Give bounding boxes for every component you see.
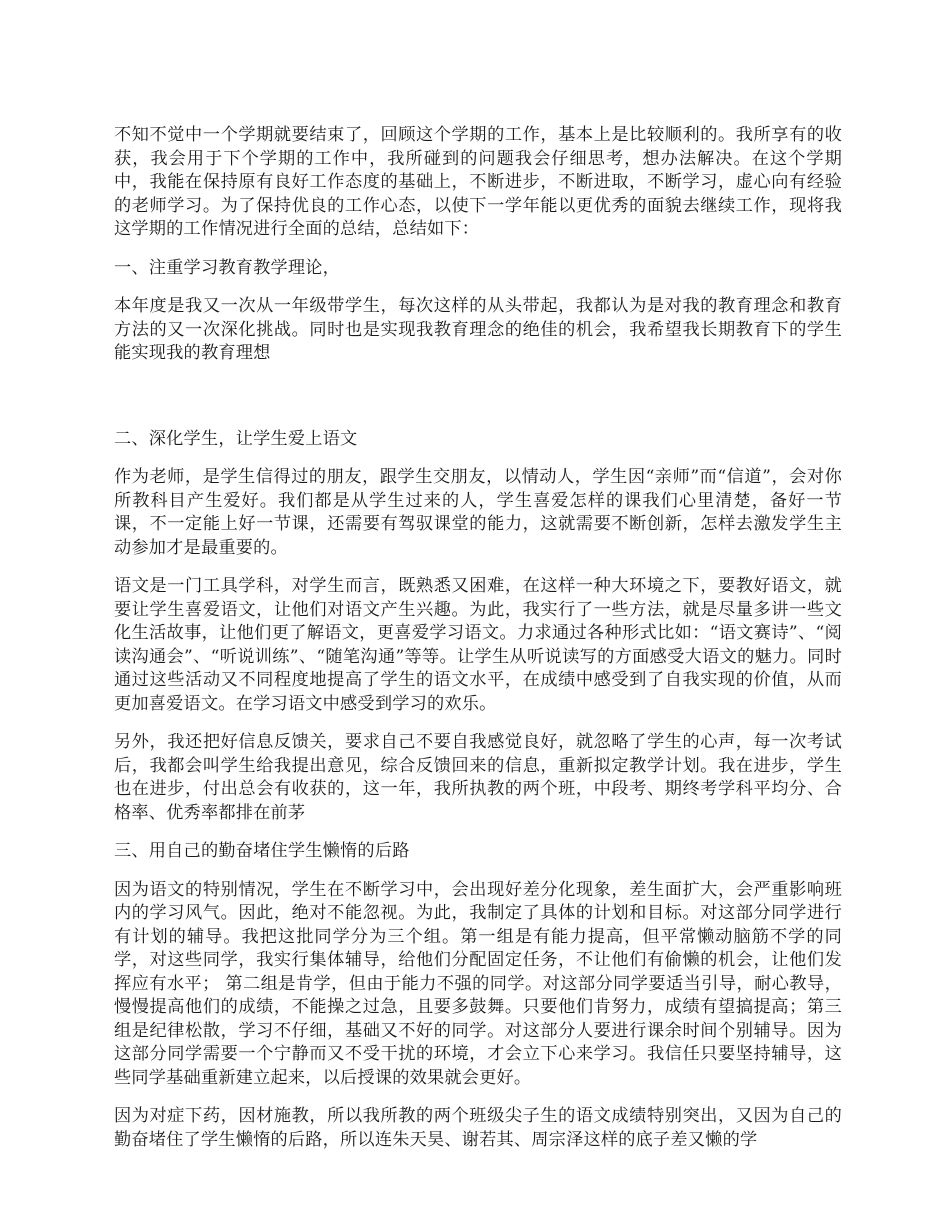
spacer: [114, 1090, 842, 1105]
section-3-heading: 三、用自己的勤奋堵住学生懒惰的后路: [114, 841, 410, 861]
section-1-paragraph: 本年度是我又一次从一年级带学生，每次这样的从头带起，我都认为是对我的教育理念和教育方法的又一次深化挑战。同时也是实现我教育理念的绝佳的机会，我希望我长期教育下的学生能实现我的教育理想: [114, 296, 842, 363]
section-1-heading: 一、注重学习教育教学理论，: [114, 257, 341, 278]
section-3-paragraph-1: 因为语文的特别情况，学生在不断学习中，会出现好差分化现象，差生面扩大，会严重影响班内的学习风气。因此，绝对不能忽视。为此，我制定了具体的计划和目标。对这部分同学进行有计划的辅导。我把这批同学分为三个组。第一组是有能力提高，但平常懒动脑筋不学的同学，对这些同学，我实行集体辅导，给他们分配固定任务，不让他们有偷懒的机会，让他们发挥应有水平； 第二组是肯学，但由于能力不强的同学。对这部分同学要适当引导，耐心教导，慢慢提高他们的成绩，不能操之过急，且要多鼓舞。只要他们肯努力，成绩有望搞提高；第三组是纪律松散，学习不仔细，基础又不好的同学。对这部分人要进行课余时间个别辅导。因为这部分同学需要一个宁静而又不受干扰的环境，才会立下心来学习。我信任只要坚持辅导，这些同学基础重新建立起来，以后授课的效果就会更好。: [114, 879, 842, 1088]
spacer: [114, 366, 842, 428]
spacer: [114, 280, 842, 295]
spacer: [114, 825, 842, 840]
section-2-paragraph-1: 作为老师，是学生信得过的朋友，跟学生交朋友，以情动人，学生因“亲师”而“信道”，会对你所教科目产生爱好。我们都是从学生过来的人，学生喜爱怎样的课我们心里清楚，备好一节课，不一定能上好一节课，还需要有驾驭课堂的能力，这就需要不断创新，怎样去激发学生主动参加才是最重要的。: [114, 467, 842, 558]
spacer: [114, 716, 842, 731]
intro-paragraph: 不知不觉中一个学期就要结束了，回顾这个学期的工作，基本上是比较顺利的。我所享有的收获，我会用于下个学期的工作中，我所碰到的问题我会仔细思考，想办法解决。在这个学期中，我能在保持原有良好工作态度的基础上，不断进步，不断进取，不断学习，虚心向有经验的老师学习。为了保持优良的工作心态，以使下一学年能以更优秀的面貌去继续工作，现将我这学期的工作情况进行全面的总结，总结如下：: [114, 125, 842, 239]
section-2-paragraph-3: 另外，我还把好信息反馈关，要求自己不要自我感觉良好，就忽略了学生的心声，每一次考试后，我都会叫学生给我提出意见，综合反馈回来的信息，重新拟定教学计划。我在进步，学生也在进步，付出总会有收获的，这一年，我所执教的两个班，中段考、期终考学科平均分、合格率、优秀率都排在前茅: [114, 732, 842, 823]
spacer: [114, 864, 842, 879]
section-3-paragraph-2: 因为对症下药，因材施教，所以我所教的两个班级尖子生的语文成绩特别突出，又因为自己的勤奋堵住了学生懒惰的后路，所以连朱天昊、谢若其、周宗泽这样的底子差又懒的学: [114, 1106, 842, 1150]
spacer: [114, 451, 842, 466]
spacer: [114, 242, 842, 257]
section-2-heading: 二、深化学生，让学生爱上语文: [114, 428, 358, 449]
document-page: [114, 124, 842, 1152]
section-2-paragraph-2: 语文是一门工具学科，对学生而言，既熟悉又困难，在这样一种大环境之下，要教好语文，就要让学生喜爱语文，让他们对语文产生兴趣。为此，我实行了一些方法，就是尽量多讲一些文化生活故事，让他们更了解语文，更喜爱学习语文。力求通过各种形式比如：“语文赛诗”、“阅读沟通会”、“听说训练”、“随笔沟通”等等。让学生从听说读写的方面感受大语文的魅力。同时通过这些活动又不同程度地提高了学生的语文水平，在成绩中感受到了自我实现的价值，从而更加喜爱语文。在学习语文中感受到学习的欢乐。: [114, 576, 842, 714]
spacer: [114, 560, 842, 575]
